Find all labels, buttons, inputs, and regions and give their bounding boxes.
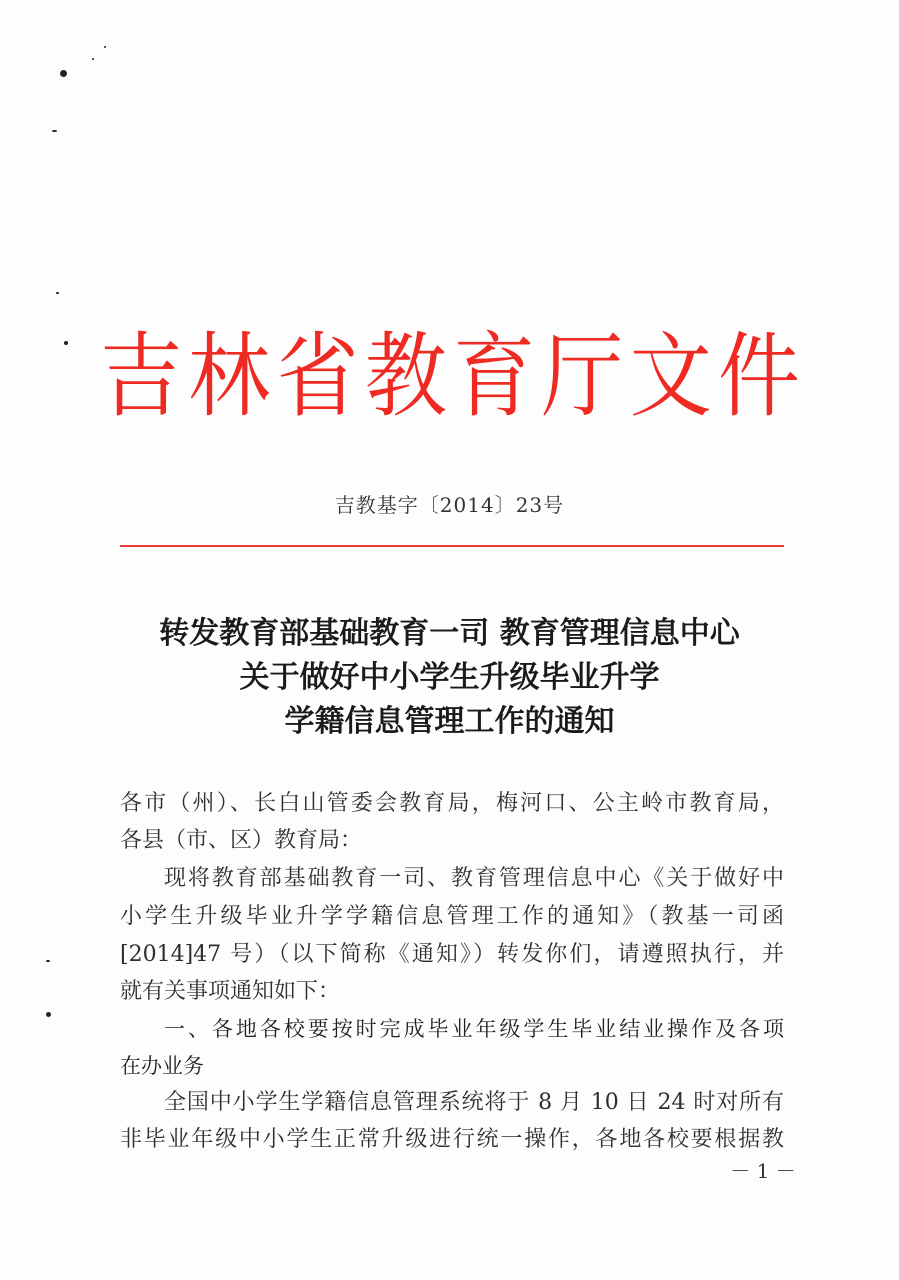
addressee-line: 各市（州）、长白山管委会教育局，梅河口、公主岭市教育局， [120,791,784,816]
letterhead-char: 厅 [541,324,624,431]
letterhead-char: 教 [364,324,447,431]
page-number: － 1 － [730,1159,796,1183]
section-heading-line: 一、各地各校要按时完成毕业年级学生毕业结业操作及各项 [164,1017,784,1041]
red-separator-line [120,545,784,547]
paragraph-line: 小学生升级毕业升学学籍信息管理工作的通知》（教基一司函 [120,904,784,929]
paragraph-line: 现将教育部基础教育一司、教育管理信息中心《关于做好中 [164,866,784,891]
scan-speck [92,58,94,60]
letterhead-title [100,318,800,438]
letterhead-char: 省 [276,324,359,431]
paragraph-line: 就有关事项通知如下： [120,979,341,1004]
document-title-line: 学籍信息管理工作的通知 [284,704,615,739]
letterhead-char: 件 [717,324,800,431]
addressee-line: 各县（市、区）教育局： [120,828,363,853]
scan-speck [46,960,50,962]
scan-speck [56,292,59,294]
paragraph-line: 全国中小学生学籍信息管理系统将于 8 月 10 日 24 时对所有 [164,1090,784,1115]
letterhead-char: 吉 [100,324,183,431]
section-heading-line: 在办业务 [120,1054,204,1078]
scan-speck [60,70,67,77]
letterhead-char: 林 [188,324,271,431]
paragraph-line: 非毕业年级中小学生正常升级进行统一操作，各地各校要根据教 [120,1127,784,1152]
letterhead-char: 育 [453,324,536,431]
document-number: 吉教基字〔2014〕23号 [334,493,565,517]
document-title-line: 转发教育部基础教育一司 教育管理信息中心 [159,616,740,651]
scan-speck [52,130,57,132]
letterhead-char: 文 [629,324,712,431]
scan-speck [64,341,68,345]
document-title-line: 关于做好中小学生升级毕业升学 [239,660,660,695]
paragraph-line: [2014]47 号）（以下简称《通知》）转发你们，请遵照执行，并 [120,942,784,967]
scan-speck [104,46,106,48]
scan-speck [46,1012,51,1017]
